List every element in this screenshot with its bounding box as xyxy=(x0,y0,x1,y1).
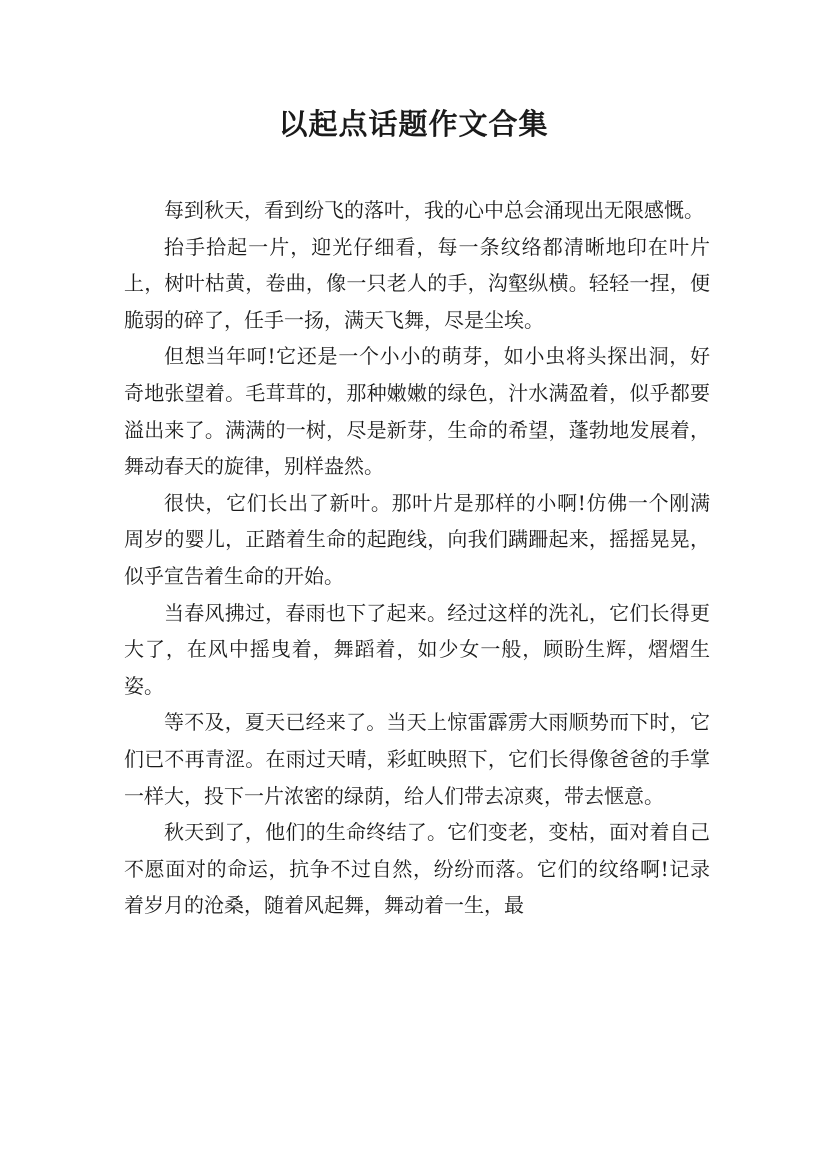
paragraph: 但想当年呵!它还是一个小小的萌芽，如小虫将头探出洞，好奇地张望着。毛茸茸的，那种嫩嫩的绿色，汁水满盈着，似乎都要溢出来了。满满的一树，尽是新芽，生命的希望，蓬勃地发展着，舞动春天的旋律，别样盎然。 xyxy=(124,344,710,479)
document-title: 以起点话题作文合集 xyxy=(278,107,549,141)
paragraph: 当春风拂过，春雨也下了起来。经过这样的洗礼，它们长得更大了，在风中摇曳着，舞蹈着，如少女一般，顾盼生辉，熠熠生姿。 xyxy=(124,600,710,698)
document-body xyxy=(124,192,710,924)
paragraph: 每到秋天，看到纷飞的落叶，我的心中总会涌现出无限感慨。 xyxy=(164,198,704,222)
paragraph: 等不及，夏天已经来了。当天上惊雷霹雳大雨顺势而下时，它们已不再青涩。在雨过天晴，彩虹映照下，它们长得像爸爸的手掌一样大，投下一片浓密的绿荫，给人们带去凉爽，带去惬意。 xyxy=(124,710,710,808)
paragraph: 很快，它们长出了新叶。那叶片是那样的小啊!仿佛一个刚满周岁的婴儿，正踏着生命的起跑线，向我们蹒跚起来，摇摇晃晃，似乎宣告着生命的开始。 xyxy=(124,490,710,588)
paragraph: 秋天到了，他们的生命终结了。它们变老，变枯，面对着自己不愿面对的命运，抗争不过自然，纷纷而落。它们的纹络啊!记录着岁月的沧桑，随着风起舞，舞动着一生，最 xyxy=(124,820,710,918)
paragraph: 抬手拾起一片，迎光仔细看，每一条纹络都清晰地印在叶片上，树叶枯黄，卷曲，像一只老人的手，沟壑纵横。轻轻一捏，便脆弱的碎了，任手一扬，满天飞舞，尽是尘埃。 xyxy=(124,234,710,332)
